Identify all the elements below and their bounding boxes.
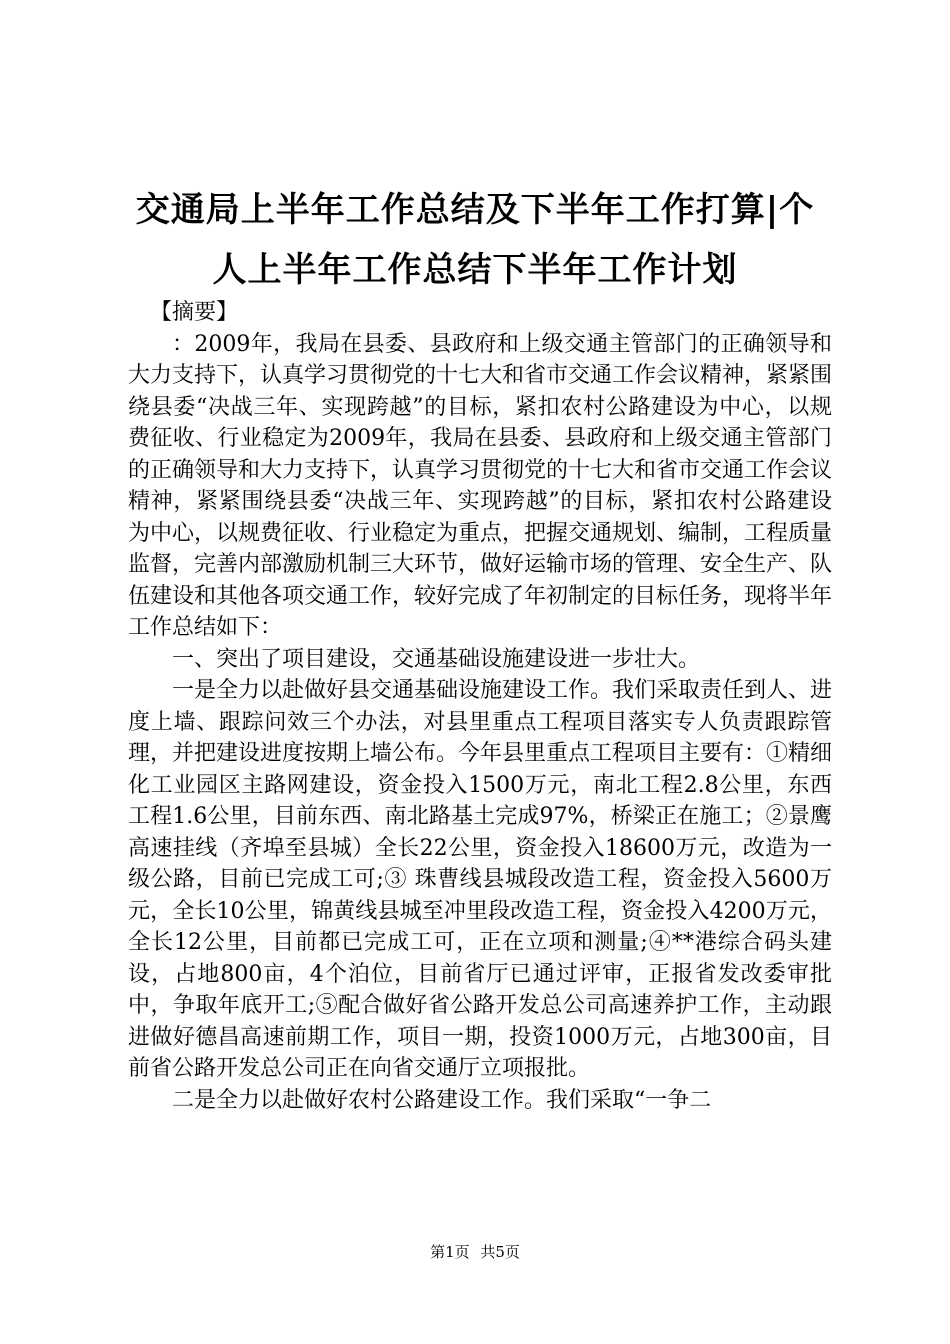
- page-number-total: 共5页: [480, 1243, 520, 1261]
- paragraph-abstract: ：2009年，我局在县委、县政府和上级交通主管部门的正确领导和大力支持下，认真学习贯彻党的十七大和省市交通工作会议精神，紧紧围绕县委“决战三年、实现跨越”的目标，紧扣农村公路建设为中心，以规费征收、行业稳定为2009年，我局在县委、县政府和上级交通主管部门的正确领导和大力支持下，认真学习贯彻党的十七大和省市交通工作会议精神，紧紧围绕县委“决战三年、实现跨越”的目标，紧扣农村公路建设为中心，以规费征收、行业稳定为重点，把握交通规划、编制，工程质量监督，完善内部激励机制三大环节，做好运输市场的管理、安全生产、队伍建设和其他各项交通工作，较好完成了年初制定的目标任务，现将半年工作总结如下：: [128, 331, 833, 640]
- document-title: [118, 180, 832, 300]
- page-number-current: 第1页: [430, 1243, 470, 1261]
- page-footer: [0, 1242, 950, 1262]
- title-line-1: 交通局上半年工作总结及下半年工作打算|个: [135, 190, 815, 230]
- title-line-2: 人上半年工作总结下半年工作计划: [212, 250, 738, 290]
- paragraph-item-2: 二是全力以赴做好农村公路建设工作。我们采取“一争二: [172, 1087, 712, 1113]
- paragraph-item-1: 一是全力以赴做好县交通基础设施建设工作。我们采取责任到人、进度上墙、跟踪问效三个办法，对县里重点工程项目落实专人负责跟踪管理，并把建设进度按期上墙公布。今年县里重点工程项目主要有：①精细化工业园区主路网建设，资金投入1500万元，南北工程2.8公里，东西工程1.6公里，目前东西、南北路基土完成97%，桥梁正在施工；②景鹰高速挂线（齐埠至县城）全长22公里，资金投入18600万元，改造为一级公路，目前已完成工可;③ 珠曹线县城段改造工程，资金投入5600万元，全长10公里，锦黄线县城至冲里段改造工程，资金投入4200万元，全长12公里，目前都已完成工可，正在立项和测量;④**港综合码头建设，占地800亩，4个泊位，目前省厅已通过评审，正报省发改委审批中，争取年底开工;⑤配合做好省公路开发总公司高速养护工作，主动跟进做好德昌高速前期工作，项目一期，投资1000万元，占地300亩，目前省公路开发总公司正在向省交通厅立项报批。: [128, 678, 833, 1081]
- paragraph-section-1-heading: 一、突出了项目建设，交通基础设施建设进一步壮大。: [172, 646, 701, 672]
- document-body: [128, 297, 832, 1116]
- abstract-label: 【摘要】: [150, 300, 239, 325]
